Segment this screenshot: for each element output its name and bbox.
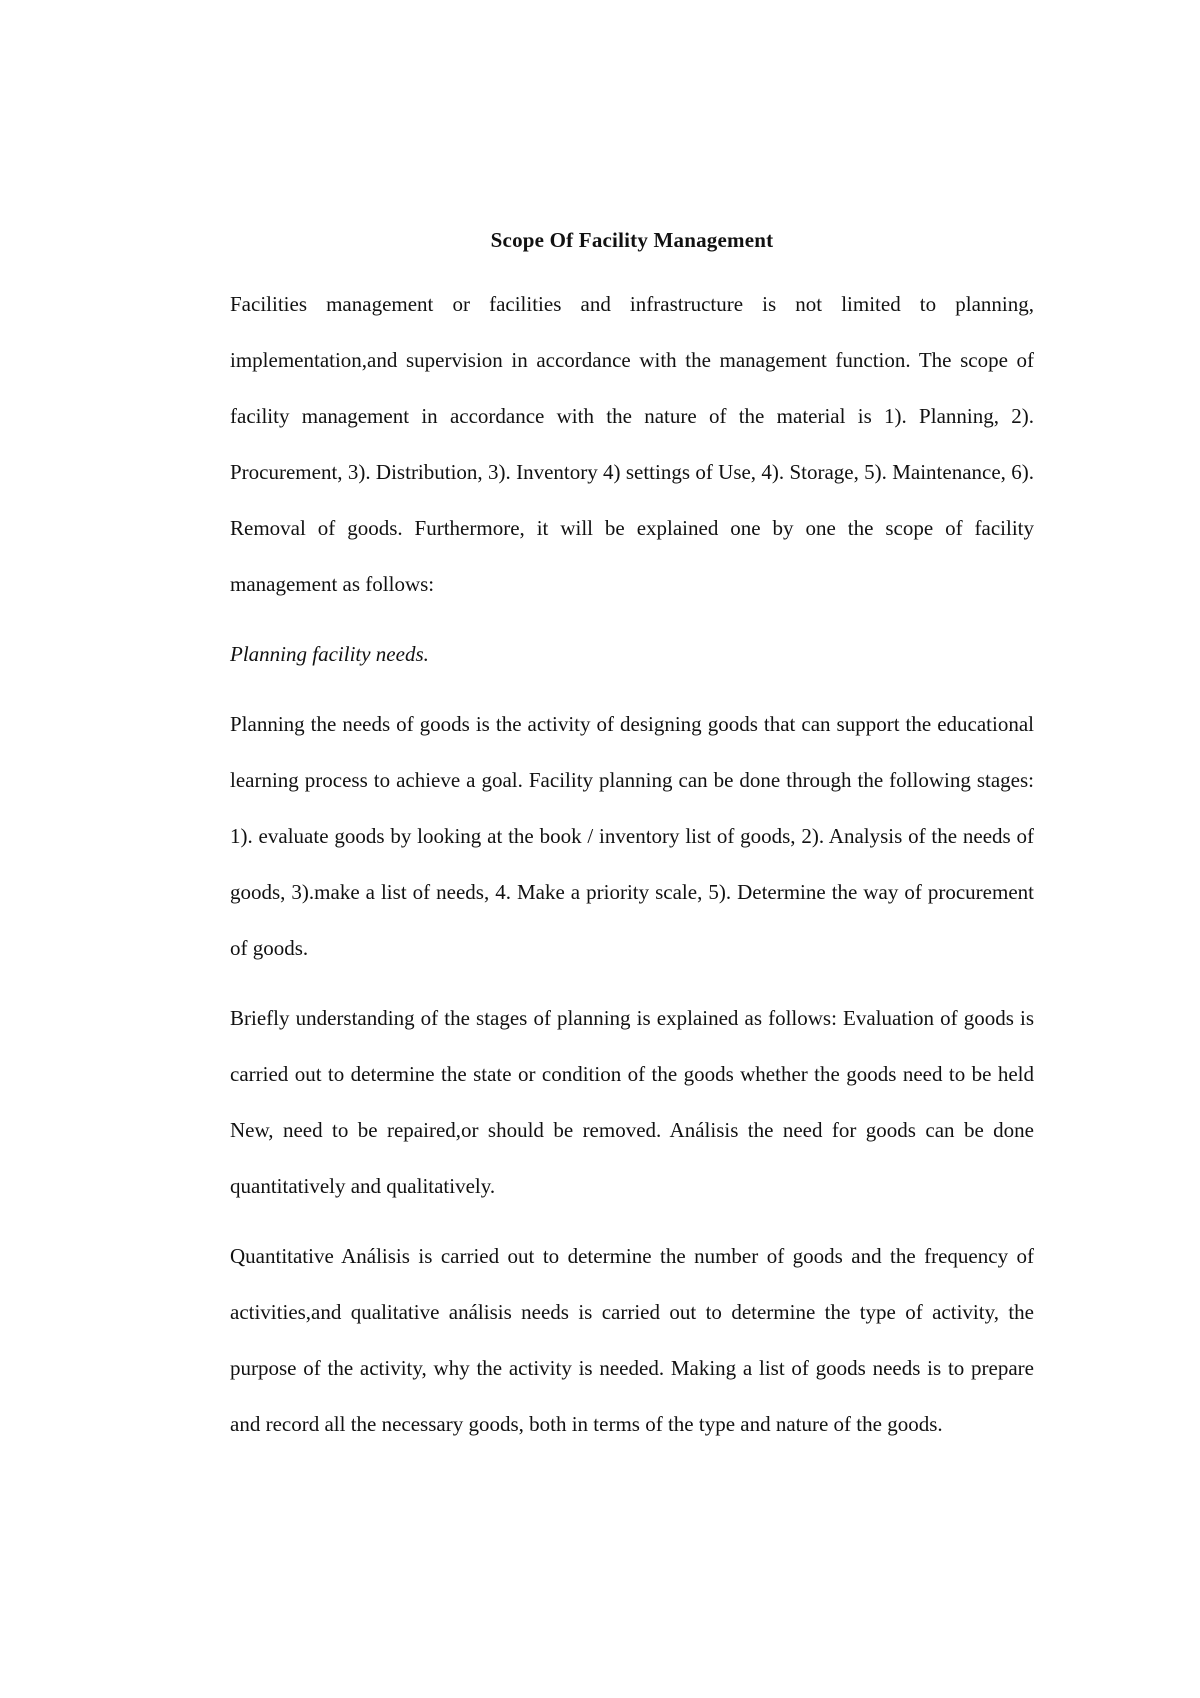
paragraph-quantitative-analysis: Quantitative Análisis is carried out to determine the number of goods and the frequency of activities,and qualitative análisis needs is carried out to determine the type of activity, the purpose of the activity, why the activity is needed. Making a list of goods needs is to prepare and record all the necessary goods, both in terms of the type and nature of the goods.: [230, 1244, 1034, 1436]
subheading-planning-facility-needs: Planning facility needs.: [230, 642, 429, 666]
paragraph-scope-intro: Facilities management or facilities and infrastructure is not limited to planning, implementation,and supervision in accordance with the management function. The scope of facility management in accordance with the nature of the material is 1). Planning, 2). Procurement, 3). Distribution, 3). Inventory 4) settings of Use, 4). Storage, 5). Maintenance, 6). Removal of goods. Furthermore, it will be explained one by one the scope of facility management as follows:: [230, 292, 1034, 596]
page-title: Scope Of Facility Management: [490, 228, 774, 252]
paragraph-planning-needs: Planning the needs of goods is the activity of designing goods that can support the educational learning process to achieve a goal. Facility planning can be done through the following stages: 1). evaluate goods by looking at the book / inventory list of goods, 2). Analysis of the needs of goods, 3).make a list of needs, 4. Make a priority scale, 5). Determine the way of procurement of goods.: [230, 712, 1034, 960]
document-body: [230, 226, 1034, 1466]
paragraph-planning-stages: Briefly understanding of the stages of planning is explained as follows: Evaluation of goods is carried out to determine the state or condition of the goods whether the goods need to be held New, need to be repaired,or should be removed. Análisis the need for goods can be done quantitatively and qualitatively.: [230, 1006, 1034, 1198]
